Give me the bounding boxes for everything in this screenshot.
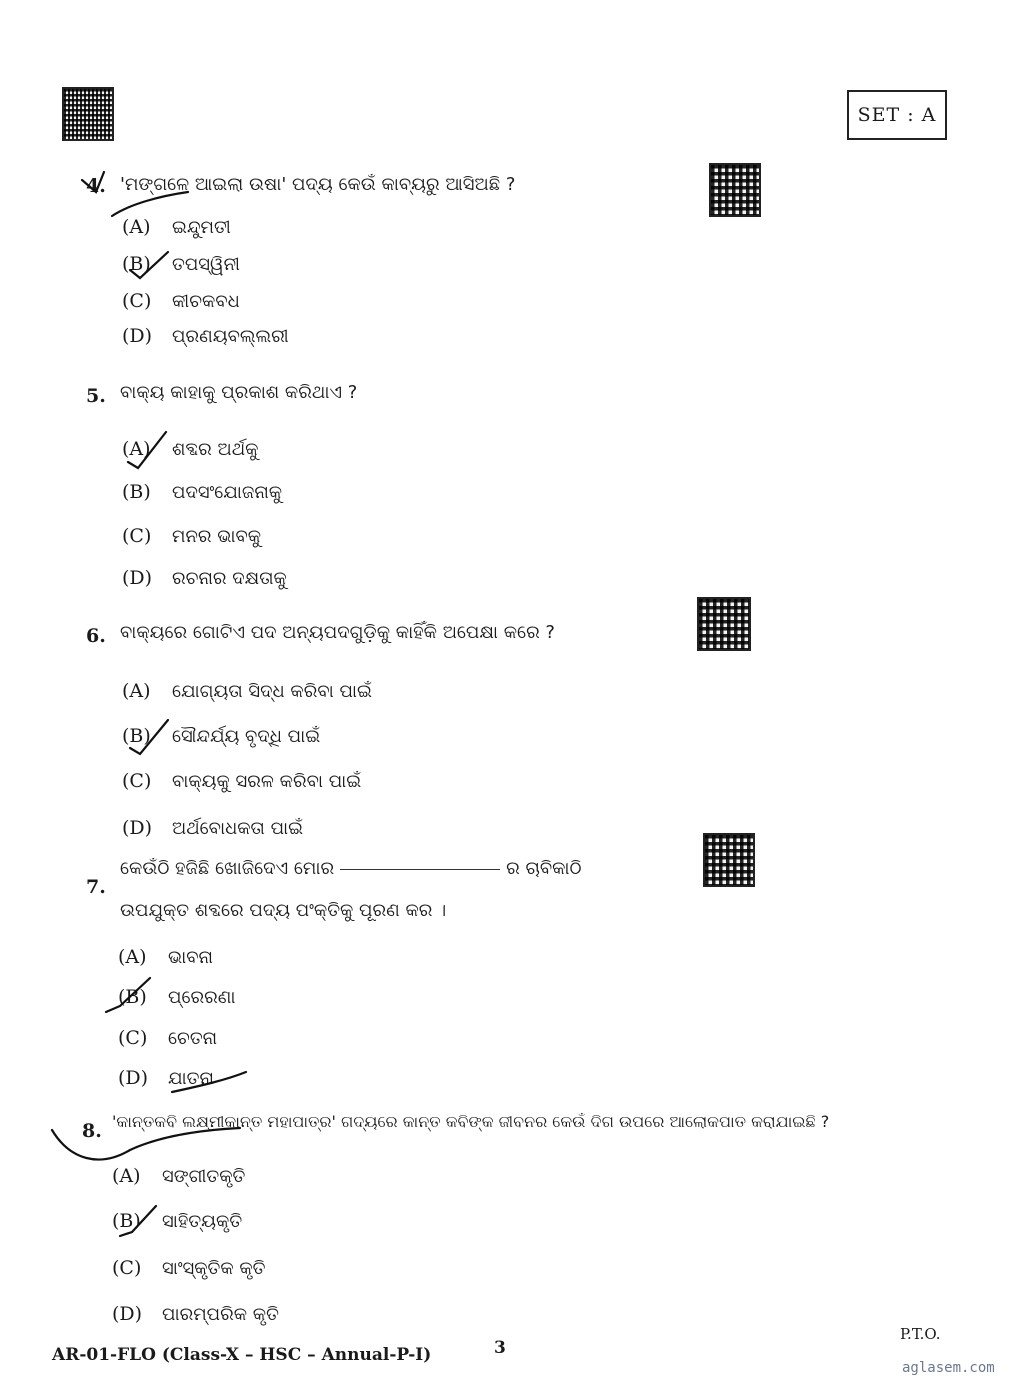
option-c: [122, 770, 361, 792]
option-c: [122, 525, 261, 547]
question-number: 6.: [86, 625, 106, 647]
option-b: [122, 481, 282, 503]
option-text: କୀଚକବଧ: [172, 291, 240, 312]
option-c: [118, 1027, 217, 1049]
question-text: ବାକ୍ୟ କାହାକୁ ପ୍ରକାଶ କରିଥାଏ ?: [120, 382, 358, 403]
option-d: [112, 1303, 279, 1325]
option-text: ପାରମ୍ପରିକ କୃତି: [162, 1304, 279, 1325]
option-label: (A): [118, 946, 147, 968]
qr-code-q6: [697, 597, 751, 651]
option-text: ସାହିତ୍ୟକୃତି: [162, 1211, 243, 1232]
option-text: ସୌନ୍ଦର୍ଯ୍ୟ ବୃଦ୍ଧି ପାଇଁ: [172, 726, 321, 747]
option-text: ଶବ୍ଦର ଅର୍ଥକୁ: [172, 439, 259, 460]
header-barcode: [62, 87, 114, 141]
option-label: (B): [112, 1210, 141, 1232]
option-text: ପ୍ରେରଣା: [168, 987, 236, 1008]
option-a: [118, 946, 213, 968]
option-label: (C): [122, 525, 152, 547]
paper-code: AR-01-FLO (Class-X – HSC – Annual-P-I): [52, 1345, 432, 1365]
option-text: ବାକ୍ୟକୁ ସରଳ କରିବା ପାଇଁ: [172, 771, 362, 792]
option-label: (B): [122, 481, 151, 503]
option-label: (B): [118, 986, 147, 1008]
qr-code-q7: [703, 833, 755, 887]
option-b: [118, 986, 235, 1008]
option-text: ଇନ୍ଦୁମତୀ: [172, 217, 231, 238]
option-text: ମନର ଭାବକୁ: [172, 526, 262, 547]
option-label: (A): [112, 1165, 141, 1187]
option-label: (A): [122, 216, 151, 238]
option-text: ଭାବନା: [168, 947, 214, 968]
option-label: (C): [118, 1027, 148, 1049]
option-text: ଯୋଗ୍ୟତା ସିଦ୍ଧ କରିବା ପାଇଁ: [172, 681, 372, 702]
question-text-part1: କେଉଁଠି ହଜିଛି ଖୋଜିଦେଏ ମୋର: [120, 858, 335, 879]
option-a: [112, 1165, 245, 1187]
option-c: [122, 290, 240, 312]
option-text: ପ୍ରଣୟବଲ୍ଲରୀ: [172, 326, 289, 347]
option-text: ଅର୍ଥବୋଧକତା ପାଇଁ: [172, 818, 304, 839]
question-number: 5.: [86, 385, 106, 407]
question-number: 8.: [82, 1120, 102, 1142]
option-text: ରଚନାର ଦକ୍ଷତାକୁ: [172, 568, 287, 589]
question-text: 'ମଙ୍ଗଳେ ଆଇଲା ଉଷା' ପଦ୍ୟ କେଉଁ କାବ୍ୟରୁ ଆସିଅଛି ?: [120, 174, 516, 195]
question-text-part2: ର ଚାବିକାଠି: [506, 858, 582, 879]
option-text: ପଦସଂଯୋଜନାକୁ: [172, 482, 283, 503]
option-a: [122, 216, 231, 238]
option-text: ଚେତନା: [168, 1028, 218, 1049]
curve-mark-q8: [52, 1128, 240, 1160]
check-mark-q4: [112, 192, 188, 216]
option-label: (C): [122, 770, 152, 792]
question-number: 7.: [86, 876, 106, 898]
question-number: 4.: [86, 175, 106, 197]
question-text: 'କାନ୍ତକବି ଲକ୍ଷ୍ମୀକାନ୍ତ ମହାପାତ୍ର' ଗଦ୍ୟରେ କାନ୍ତ କବିଙ୍କ ଜୀବନର କେଉଁ ଦିଗ ଉପରେ ଆଲୋକପାତ କରାଯାଇଛି ?: [112, 1112, 830, 1131]
option-c: [112, 1257, 266, 1279]
option-label: (D): [122, 567, 153, 589]
question-text: [120, 858, 582, 879]
pto-label: P.T.O.: [900, 1325, 941, 1343]
option-label: (A): [122, 438, 151, 460]
question-text: ବାକ୍ୟରେ ଗୋଟିଏ ପଦ ଅନ୍ୟପଦଗୁଡ଼ିକୁ କାହିଁକି ଅପେକ୍ଷା କରେ ?: [120, 622, 555, 643]
option-label: (C): [122, 290, 152, 312]
option-b: [122, 253, 240, 275]
option-d: [118, 1067, 214, 1089]
option-label: (C): [112, 1257, 142, 1279]
question-instruction: ଉପଯୁକ୍ତ ଶବ୍ଦରେ ପଦ୍ୟ ପଂକ୍ତିକୁ ପୂରଣ କର ।: [120, 900, 447, 921]
option-text: ତପସ୍ୱିନୀ: [172, 254, 240, 275]
option-b: [112, 1210, 242, 1232]
option-d: [122, 567, 287, 589]
option-label: (D): [122, 817, 153, 839]
page-number: 3: [494, 1338, 506, 1358]
option-label: (B): [122, 725, 151, 747]
qr-code-q4: [709, 163, 761, 217]
option-text: ସଙ୍ଗୀତକୃତି: [162, 1166, 246, 1187]
option-a: [122, 438, 258, 460]
option-label: (A): [122, 680, 151, 702]
set-label: SET : A: [847, 90, 947, 140]
option-label: (D): [112, 1303, 143, 1325]
watermark: aglasem.com: [902, 1360, 995, 1376]
option-a: [122, 680, 372, 702]
option-d: [122, 325, 289, 347]
option-d: [122, 817, 303, 839]
option-label: (D): [122, 325, 153, 347]
option-text: ଯାତନା: [168, 1068, 214, 1089]
option-b: [122, 725, 320, 747]
fill-blank-line: [340, 868, 500, 870]
option-text: ସାଂସ୍କୃତିକ କୃତି: [162, 1258, 266, 1279]
option-label: (B): [122, 253, 151, 275]
option-label: (D): [118, 1067, 149, 1089]
